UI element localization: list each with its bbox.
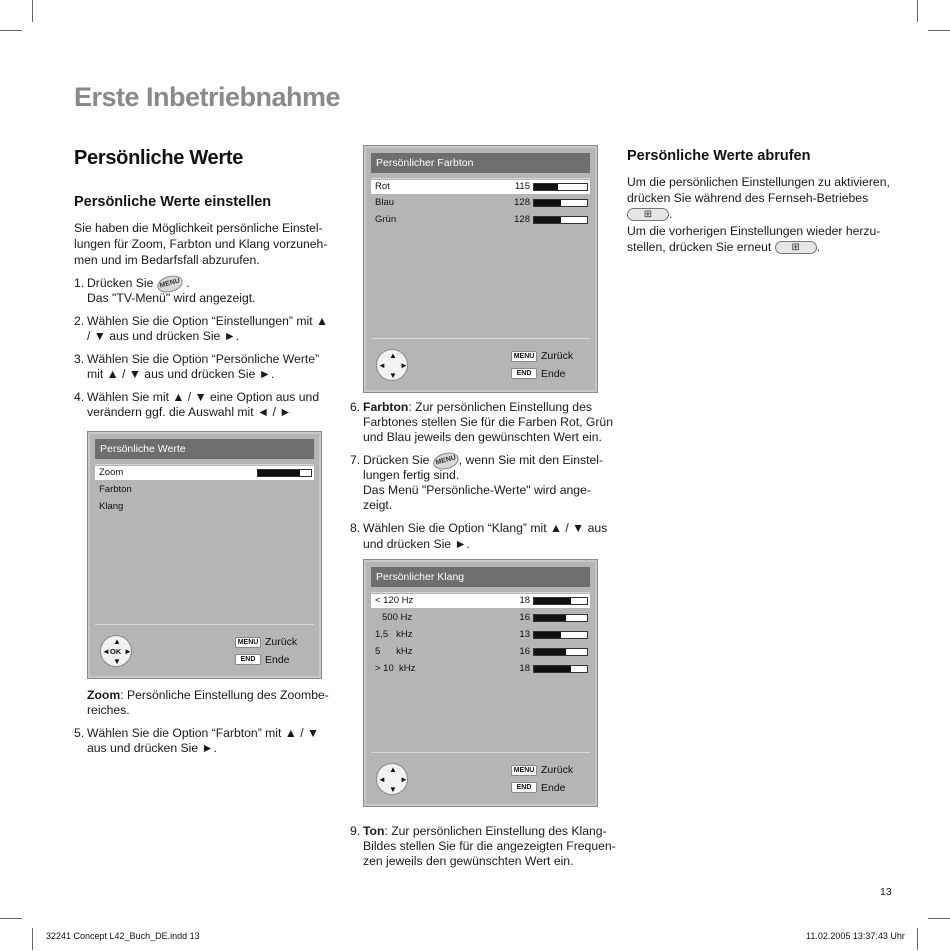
menu-key-icon: MENU <box>431 450 460 472</box>
step-text: Wählen Sie die Option “Einstellungen” mit ▲ <box>87 314 329 328</box>
crop-mark <box>32 0 33 22</box>
osd-row-label: Blau <box>375 197 395 208</box>
arrow-up-icon: ▲ <box>389 351 397 360</box>
osd-row-value: 18 <box>519 595 530 606</box>
step-text: Wählen Sie die Option “Farbton” mit ▲ / ▼ <box>87 726 320 740</box>
end-key-icon: END <box>235 654 261 665</box>
step-text: Drücken Sie <box>87 276 154 291</box>
end-key-icon: END <box>511 368 537 379</box>
osd-row-label: Zoom <box>99 467 124 478</box>
osd-row-1-5khz[interactable] <box>371 628 590 642</box>
osd-divider <box>371 752 590 753</box>
step-text: : Zur persönlichen Einstellung des <box>408 400 592 414</box>
step-number: 6. <box>350 400 361 414</box>
step-text: Wählen Sie die Option “Persönliche Werte” <box>87 352 320 366</box>
term-bold: Zoom <box>87 688 121 702</box>
arrow-right-icon: ► <box>124 647 132 656</box>
abrufen-line-5 <box>627 239 820 255</box>
step-text: : Persönliche Einstellung des Zoombe- <box>120 688 329 702</box>
step-6 <box>350 400 592 416</box>
step-1 <box>74 276 190 292</box>
step-number: 8. <box>350 521 361 535</box>
step-8 <box>350 521 607 537</box>
osd-title: Persönliche Werte <box>95 439 314 459</box>
footer-file-info: 32241 Concept L42_Buch_DE.indd 13 <box>46 931 200 941</box>
step-9 <box>350 824 607 840</box>
crop-mark <box>917 928 918 950</box>
value-bar <box>533 216 588 224</box>
osd-row-label: < 120 Hz <box>375 595 414 606</box>
page-number: 13 <box>880 886 892 898</box>
osd-divider <box>371 338 590 339</box>
step-number: 5. <box>74 726 85 740</box>
osd-row-zoom[interactable] <box>95 466 314 480</box>
arrow-left-icon: ◄ <box>378 775 386 784</box>
arrow-up-icon: ▲ <box>113 637 121 646</box>
osd-row-klang[interactable] <box>95 500 314 514</box>
intro-line: Sie haben die Möglichkeit persönliche Einstel- <box>74 221 323 235</box>
value-bar-fill <box>534 615 566 621</box>
osd-row-10khz[interactable] <box>371 662 590 676</box>
step-text: Das "TV-Menü" wird angezeigt. <box>87 291 256 305</box>
osd-divider <box>371 592 590 593</box>
osd-row-value: 16 <box>519 612 530 623</box>
osd-row-label: Klang <box>99 501 124 512</box>
step-number: 4. <box>74 390 85 404</box>
step-4 <box>74 390 319 406</box>
step-text: / ▼ aus und drücken Sie ►. <box>87 329 240 343</box>
end-label: Ende <box>265 654 290 666</box>
section-title: Persönliche Werte <box>74 147 244 169</box>
arrow-left-icon: ◄ <box>378 361 386 370</box>
value-bar <box>533 597 588 605</box>
abrufen-text: stellen, drücken Sie erneut <box>627 240 772 254</box>
osd-persoenlicher-farbton <box>363 145 598 393</box>
step-text: , wenn Sie mit den Einstel- <box>458 453 604 468</box>
osd-divider <box>95 464 314 465</box>
osd-row-label: Farbton <box>99 484 132 495</box>
abrufen-text: drücken Sie während des Fernseh-Betriebes <box>627 191 869 205</box>
value-bar-fill <box>534 217 561 223</box>
step-2 <box>74 314 328 330</box>
osd-row-farbton[interactable] <box>95 483 314 497</box>
step-text: mit ▲ / ▼ aus und drücken Sie ►. <box>87 367 275 381</box>
osd-row-label: Rot <box>375 181 390 192</box>
value-bar <box>533 648 588 656</box>
step-text: : Zur persönlichen Einstellung des Klang- <box>384 824 607 838</box>
arrow-right-icon: ► <box>400 775 408 784</box>
end-key-icon: END <box>511 782 537 793</box>
step-text: Wählen Sie mit ▲ / ▼ eine Option aus und <box>87 390 320 404</box>
osd-row-label: > 10 kHz <box>375 663 416 674</box>
osd-row-5khz[interactable] <box>371 645 590 659</box>
ok-label: OK <box>110 647 122 656</box>
value-bar <box>533 183 588 191</box>
step-text: zeigt. <box>363 498 393 512</box>
osd-row-value: 16 <box>519 646 530 657</box>
step-text: Das Menü "Persönliche-Werte" wird ange- <box>363 483 591 497</box>
step-text: zen jeweils den gewünschten Wert ein. <box>363 854 574 868</box>
back-label: Zurück <box>541 764 574 776</box>
abrufen-text: . <box>669 207 673 221</box>
step-text: Wählen Sie die Option “Klang” mit ▲ / ▼ aus <box>363 521 608 535</box>
osd-row-blau[interactable] <box>371 196 590 210</box>
osd-title: Persönlicher Farbton <box>371 153 590 173</box>
osd-row-value: 128 <box>514 197 530 208</box>
step-text: Drücken Sie <box>363 453 430 468</box>
value-bar-fill <box>534 649 566 655</box>
value-bar <box>533 665 588 673</box>
crop-mark <box>917 0 918 22</box>
step-number: 3. <box>74 352 85 366</box>
arrow-down-icon: ▼ <box>389 371 397 380</box>
step-text: verändern ggf. die Auswahl mit ◄ / ► <box>87 405 292 419</box>
step-text: lungen fertig sind. <box>363 468 460 482</box>
back-label: Zurück <box>541 350 574 362</box>
step-number: 2. <box>74 314 85 328</box>
step-7 <box>350 453 603 469</box>
osd-row-gruen[interactable] <box>371 213 590 227</box>
osd-persoenlicher-klang <box>363 559 598 807</box>
osd-row-label: 500 Hz <box>382 612 413 623</box>
value-bar-fill <box>534 598 571 604</box>
value-bar-fill <box>534 184 558 190</box>
osd-row-rot[interactable] <box>371 180 590 194</box>
term-bold: Farbton <box>363 400 409 414</box>
subheading-abrufen: Persönliche Werte abrufen <box>627 148 811 164</box>
back-label: Zurück <box>265 636 298 648</box>
osd-persoenliche-werte <box>87 431 322 679</box>
osd-row-120hz[interactable] <box>371 594 590 608</box>
personal-values-key-icon: ⊞ <box>775 241 817 254</box>
step-3 <box>74 352 319 368</box>
arrow-down-icon: ▼ <box>389 785 397 794</box>
abrufen-text: . <box>816 240 821 254</box>
menu-key-icon: MENU <box>511 351 537 362</box>
menu-key-icon: MENU <box>155 273 184 295</box>
personal-values-key-icon: ⊞ <box>627 208 669 221</box>
osd-row-value: 128 <box>514 214 530 225</box>
end-label: Ende <box>541 368 566 380</box>
subheading-einstellen: Persönliche Werte einstellen <box>74 194 272 210</box>
term-bold: Ton <box>363 824 385 838</box>
menu-key-icon: MENU <box>511 765 537 776</box>
abrufen-line-3 <box>627 206 672 222</box>
value-bar-fill <box>534 666 571 672</box>
value-bar <box>533 614 588 622</box>
value-bar-fill <box>534 632 561 638</box>
arrow-left-icon: ◄ <box>102 647 110 656</box>
step-text: und drücken Sie ►. <box>363 537 470 551</box>
page-title: Erste Inbetriebnahme <box>74 82 341 112</box>
osd-divider <box>371 178 590 179</box>
crop-mark <box>928 30 950 31</box>
step-text: Farbtones stellen Sie für die Farben Rot, Grün <box>363 415 613 429</box>
osd-row-value: 13 <box>519 629 530 640</box>
intro-line: lungen für Zoom, Farbton und Klang vorzuneh- <box>74 237 328 251</box>
value-bar <box>533 199 588 207</box>
zoom-description <box>87 688 329 704</box>
arrow-up-icon: ▲ <box>389 765 397 774</box>
menu-key-icon: MENU <box>235 637 261 648</box>
crop-mark <box>0 918 22 919</box>
step-text: reiches. <box>87 703 130 717</box>
osd-title: Persönlicher Klang <box>371 567 590 587</box>
step-text: Bildes stellen Sie für die angezeigten Frequen- <box>363 839 616 853</box>
value-bar <box>257 469 312 477</box>
nav-ok-icon <box>100 635 132 667</box>
crop-mark <box>32 928 33 950</box>
osd-row-value: 115 <box>514 181 530 192</box>
end-label: Ende <box>541 782 566 794</box>
crop-mark <box>928 918 950 919</box>
osd-row-value: 18 <box>519 663 530 674</box>
step-number: 1. <box>74 276 85 291</box>
arrow-right-icon: ► <box>400 361 408 370</box>
intro-line: men und im Bedarfsfall abzurufen. <box>74 253 260 267</box>
crop-mark <box>0 30 22 31</box>
nav-arrows-icon <box>376 763 408 795</box>
osd-divider <box>95 624 314 625</box>
osd-row-label: Grün <box>375 214 397 225</box>
abrufen-text: Um die vorherigen Einstellungen wieder herzu- <box>627 224 881 238</box>
footer-timestamp: 11.02.2005 13:37:43 Uhr <box>806 931 905 941</box>
osd-row-500hz[interactable] <box>371 611 590 625</box>
step-text: . <box>186 276 190 291</box>
step-number: 9. <box>350 824 361 838</box>
step-5 <box>74 726 319 742</box>
value-bar-fill <box>258 470 300 476</box>
osd-row-label: 1,5 kHz <box>375 629 413 640</box>
arrow-down-icon: ▼ <box>113 657 121 666</box>
value-bar <box>533 631 588 639</box>
step-number: 7. <box>350 453 361 468</box>
osd-row-label: 5 kHz <box>375 646 413 657</box>
nav-arrows-icon <box>376 349 408 381</box>
abrufen-text: Um die persönlichen Einstellungen zu aktivieren, <box>627 175 890 189</box>
step-text: aus und drücken Sie ►. <box>87 741 217 755</box>
step-text: und Blau jeweils den gewünschten Wert ein. <box>363 430 602 444</box>
value-bar-fill <box>534 200 561 206</box>
